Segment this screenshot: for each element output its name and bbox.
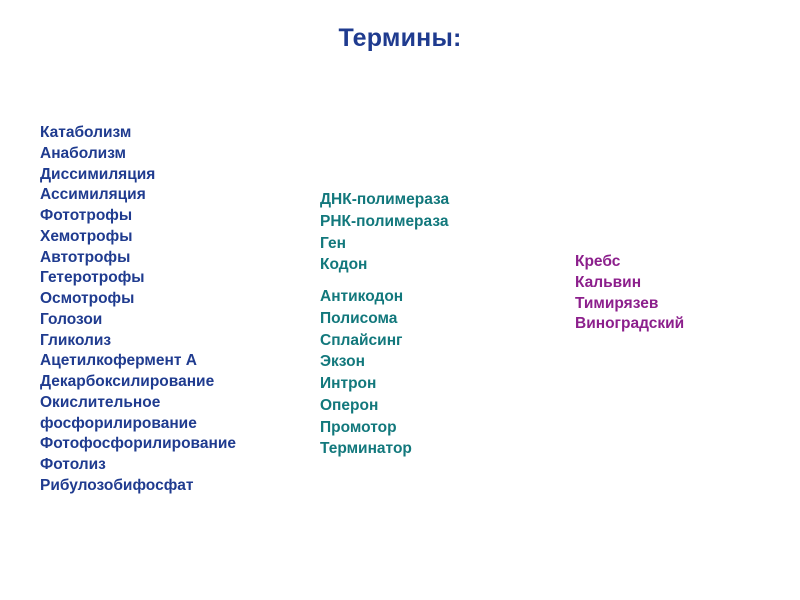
list-item: Оперон <box>320 396 379 414</box>
list-item: Тимирязев <box>575 294 659 312</box>
list-item: Кальвин <box>575 273 642 291</box>
list-item: Катаболизм <box>40 124 132 141</box>
list-item: Кребс <box>575 253 621 270</box>
list-item: РНК-полимераза <box>320 212 449 230</box>
list-item: Анаболизм <box>40 144 126 162</box>
list-item: Промотор <box>320 418 397 436</box>
list-item: Экзон <box>320 353 365 371</box>
list-item: Антикодон <box>320 288 404 306</box>
list-item: Фотофосфорилирование <box>40 435 236 453</box>
list-item: Гетеротрофы <box>40 269 145 287</box>
list-item: Виноградский <box>575 315 685 333</box>
terms-column-right <box>575 252 785 335</box>
page-title: Термины: <box>338 24 462 52</box>
list-item: Окислительное фосфорилирование <box>40 393 197 432</box>
list-item: Автотрофы <box>40 248 131 266</box>
list-item: Сплайсинг <box>320 331 403 349</box>
list-item: Интрон <box>320 375 377 393</box>
list-item: Фотолиз <box>40 456 106 474</box>
terms-column-left <box>40 123 290 497</box>
list-item: Диссимиляция <box>40 165 156 183</box>
list-item: Ассимиляция <box>40 186 146 204</box>
list-item: Кодон <box>320 256 368 274</box>
list-item: Ацетилкофермент А <box>40 352 197 370</box>
list-item: Гликолиз <box>40 331 112 349</box>
list-item: Рибулозобифосфат <box>40 477 194 495</box>
list-item: ДНК-полимераза <box>320 191 450 208</box>
list-item: Осмотрофы <box>40 290 135 308</box>
list-item: Терминатор <box>320 440 412 458</box>
list-item: Фототрофы <box>40 207 133 225</box>
list-item: Голозои <box>40 310 103 328</box>
list-item: Полисома <box>320 309 398 327</box>
list-item: Ген <box>320 234 346 252</box>
terms-column-middle <box>320 190 550 461</box>
list-item: Декарбоксилирование <box>40 373 215 391</box>
list-item: Хемотрофы <box>40 227 133 245</box>
